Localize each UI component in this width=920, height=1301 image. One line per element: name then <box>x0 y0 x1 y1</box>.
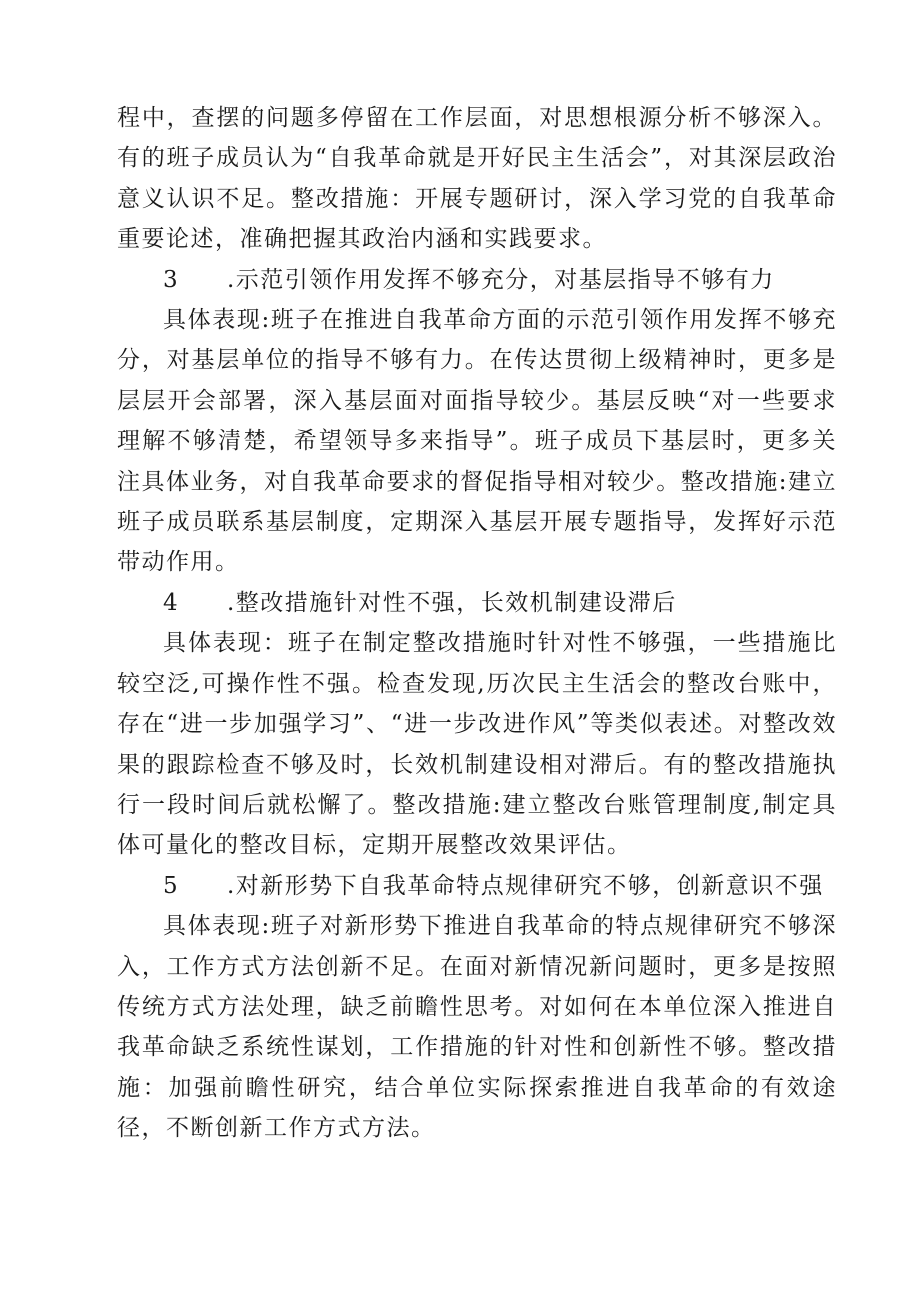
section-title: .整改措施针对性不强，长效机制建设滞后 <box>227 589 677 616</box>
section-heading-3 <box>117 260 837 300</box>
intro-paragraph: 程中，查摆的问题多停留在工作层面，对思想根源分析不够深入。有的班子成员认为“自我革命就是开好民主生活会”，对其深层政治意义认识不足。整改措施：开展专题研讨，深入学习党的自我革命重要论述，准确把握其政治内涵和实践要求。 <box>117 105 837 253</box>
section-title: .示范引领作用发挥不够充分，对基层指导不够有力 <box>227 266 775 293</box>
section-heading-4 <box>117 583 837 623</box>
section-body-4: 具体表现：班子在制定整改措施时针对性不够强，一些措施比较空泛,可操作性不强。检查发现,历次民主生活会的整改台账中，存在“进一步加强学习”、“进一步改进作风”等类似表述。对整改效果的跟踪检查不够及时，长效机制建设相对滞后。有的整改措施执行一段时间后就松懈了。整改措施:建立整改台账管理制度,制定具体可量化的整改目标，定期开展整改效果评估。 <box>117 630 837 859</box>
section-body-5: 具体表现:班子对新形势下推进自我革命的特点规律研究不够深入，工作方式方法创新不足。在面对新情况新问题时，更多是按照传统方式方法处理，缺乏前瞻性思考。对如何在本单位深入推进自我革命缺乏系统性谋划，工作措施的针对性和创新性不够。整改措施：加强前瞻性研究，结合单位实际探索推进自我革命的有效途径，不断创新工作方式方法。 <box>117 913 837 1142</box>
section-title: .对新形势下自我革命特点规律研究不够，创新意识不强 <box>227 872 824 899</box>
section-number: 5 <box>163 872 180 899</box>
document-body <box>117 98 837 1149</box>
section-heading-5 <box>117 866 837 906</box>
section-number: 3 <box>163 266 180 293</box>
section-number: 4 <box>163 589 180 616</box>
section-body-3: 具体表现:班子在推进自我革命方面的示范引领作用发挥不够充分，对基层单位的指导不够有力。在传达贯彻上级精神时，更多是层层开会部署，深入基层面对面指导较少。基层反映“对一些要求理解不够清楚，希望领导多来指导”。班子成员下基层时，更多关注具体业务，对自我革命要求的督促指导相对较少。整改措施:建立班子成员联系基层制度，定期深入基层开展专题指导，发挥好示范带动作用。 <box>117 307 837 576</box>
